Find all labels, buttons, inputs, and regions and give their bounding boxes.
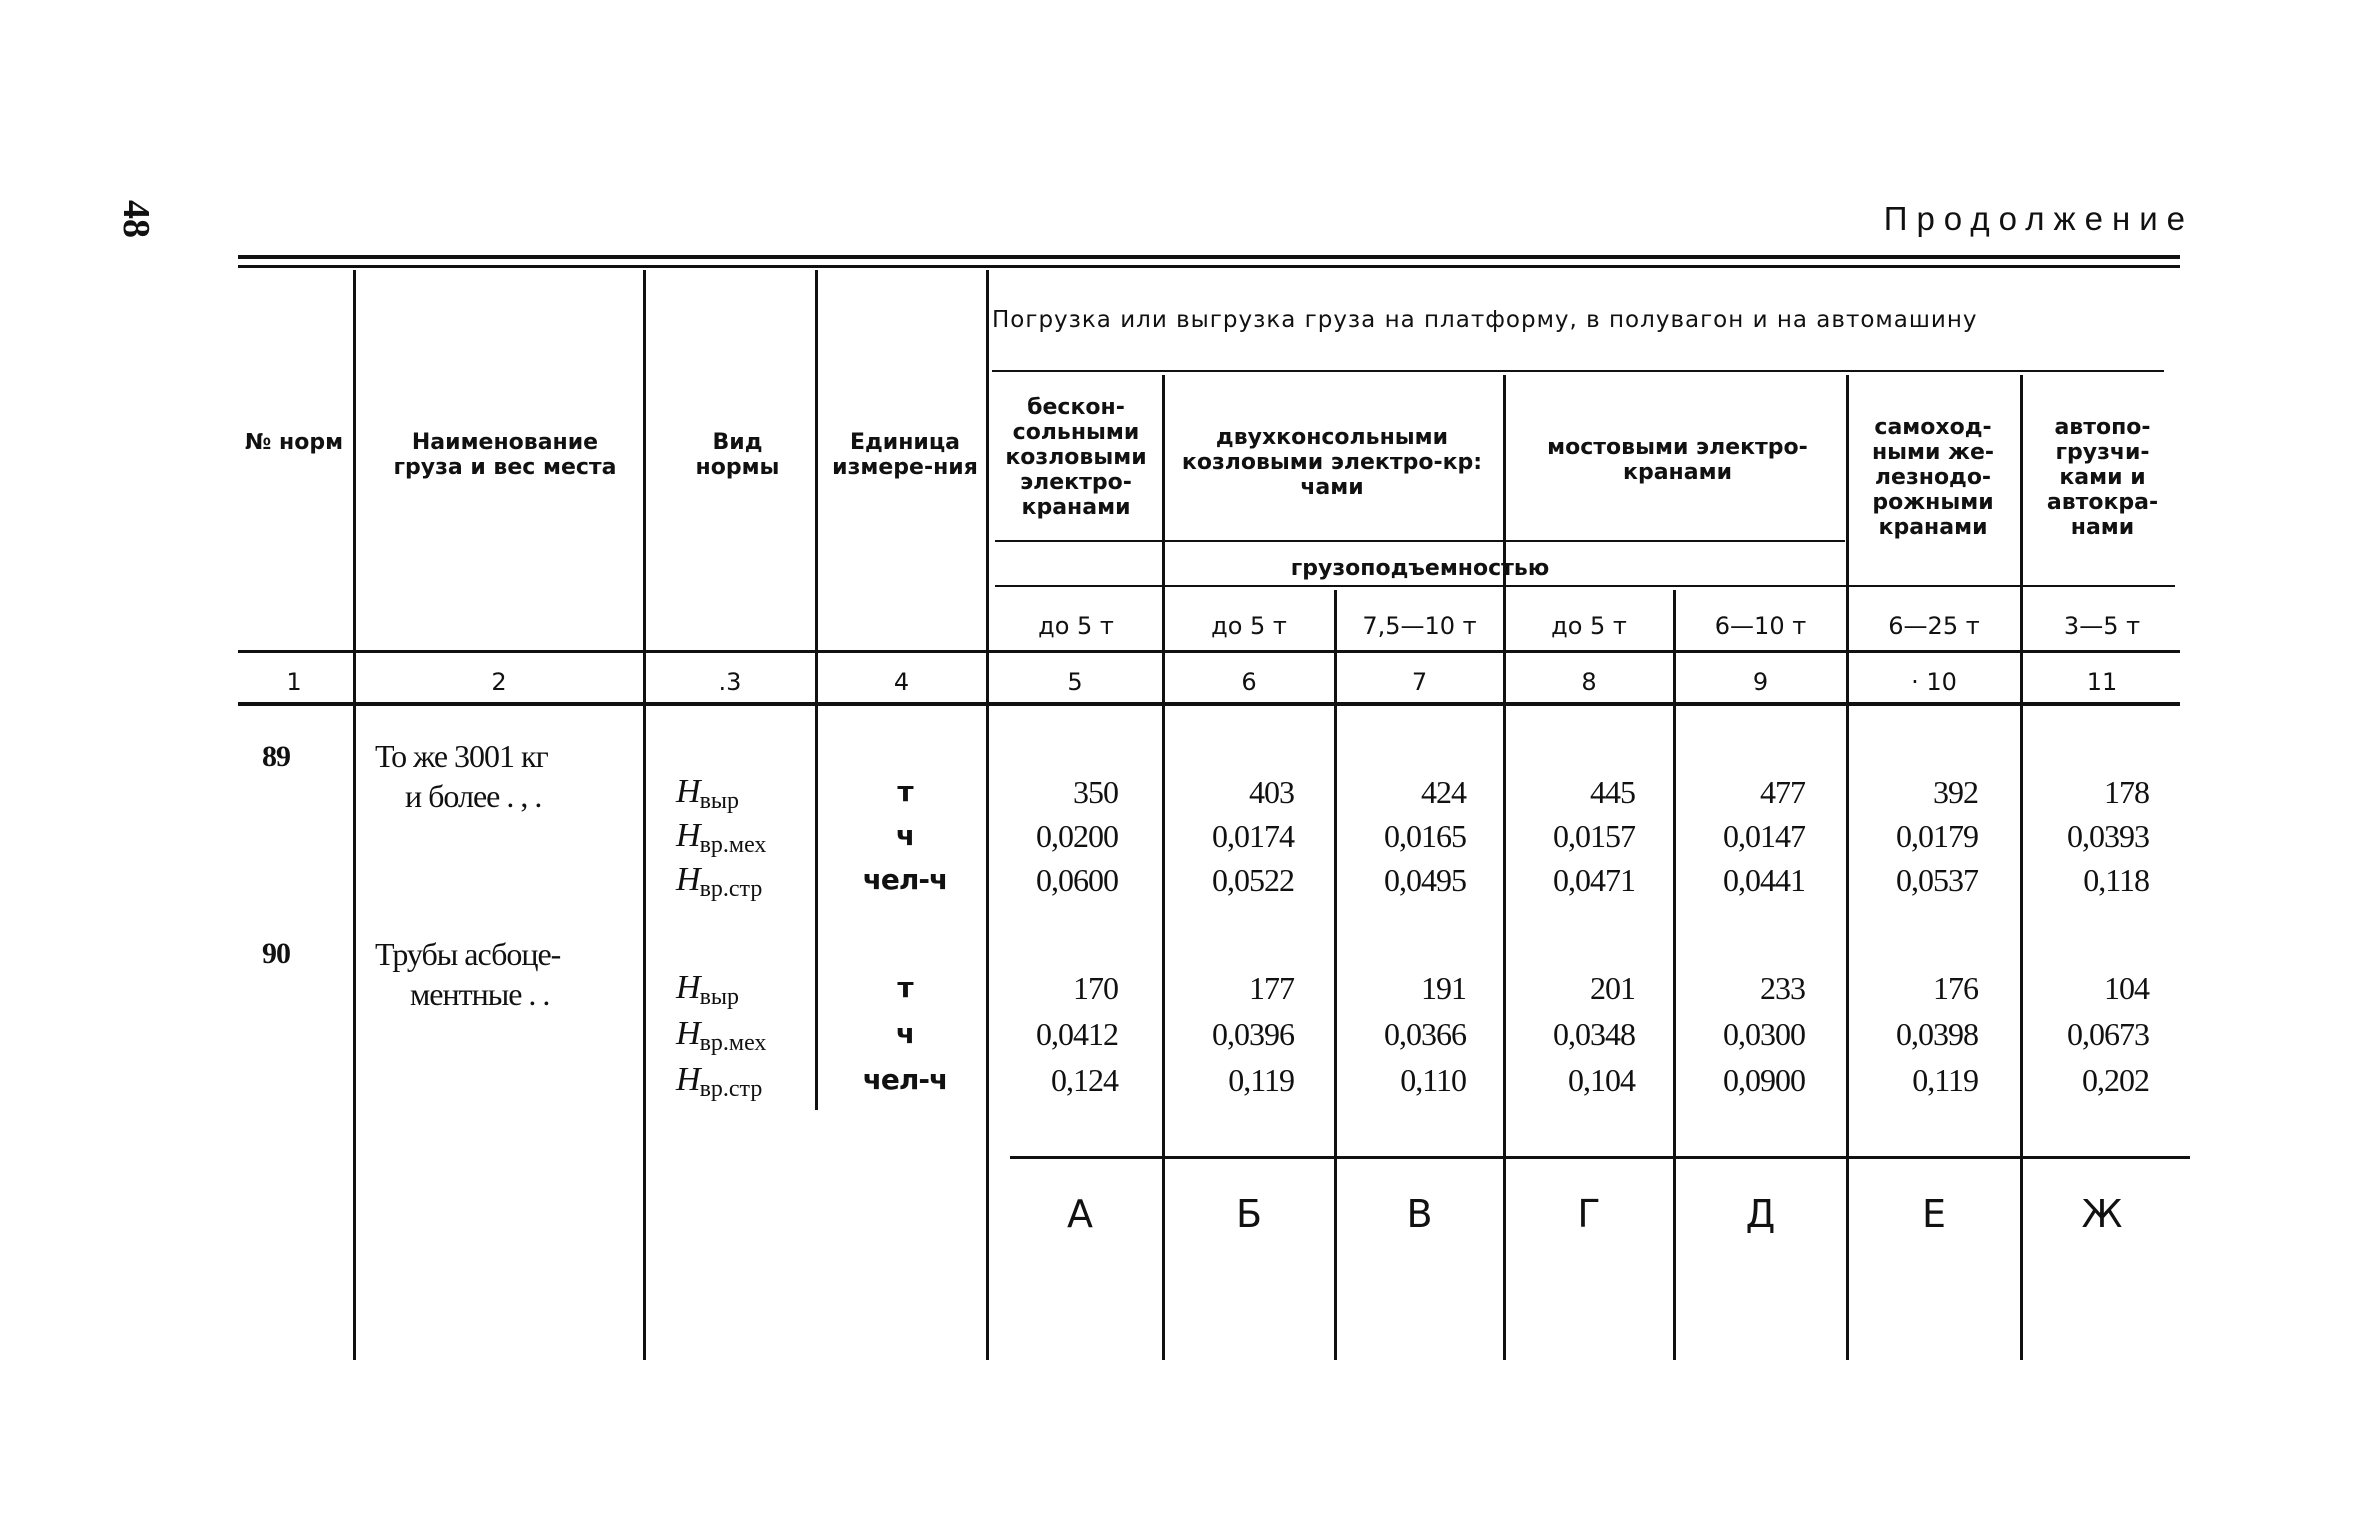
cargo-line: То же 3001 кг xyxy=(375,738,548,774)
value-cell: 177 xyxy=(1249,970,1294,1006)
norm-kind-sub: вр.стр xyxy=(699,876,763,902)
value-cell: 403 xyxy=(1249,774,1294,810)
norm-number-89: 89 xyxy=(262,740,290,773)
column-number-1: 1 xyxy=(286,668,302,696)
norm-kind-sub: вр.стр xyxy=(699,1076,763,1102)
value-cell: 0,0495 xyxy=(1384,862,1466,898)
value-cell: 0,0348 xyxy=(1553,1016,1635,1052)
capacity-range-7: 7,5—10 т xyxy=(1362,612,1477,640)
column-number-11: 11 xyxy=(2086,668,2118,696)
value-cell: 0,0441 xyxy=(1723,862,1805,898)
value-cell: 178 xyxy=(2104,774,2149,810)
header-crane-autoloader: автопо-грузчи-ками и автокра-нами xyxy=(2046,415,2159,540)
norm-kind-sub: вр.мех xyxy=(699,1030,767,1056)
unit-cell: т xyxy=(897,971,913,1004)
value-cell: 0,202 xyxy=(2082,1062,2149,1098)
column-number-7: 7 xyxy=(1411,668,1428,696)
header-crane-gantry-single: бескон-сольными козловыми электро-кранами xyxy=(1005,395,1147,520)
norm-number-90: 90 xyxy=(262,937,290,970)
header-crane-railway: самоход-ными же-лезнодо-рожными кранами xyxy=(1871,415,1995,540)
unit-cell: чел-ч xyxy=(862,863,948,896)
header-operation: Погрузка или выгрузка груза на платформу, в полувагон и на автомашину xyxy=(992,307,1978,333)
norm-kind-sub: выр xyxy=(699,788,740,814)
top-double-rule-b xyxy=(238,265,2180,268)
header-cargo-name: Наименование груза и вес места xyxy=(393,430,617,480)
value-cell: 0,0398 xyxy=(1896,1016,1978,1052)
value-cell: 392 xyxy=(1933,774,1978,810)
value-cell: 176 xyxy=(1933,970,1978,1006)
value-cell: 0,119 xyxy=(1228,1062,1294,1098)
value-cell: 0,0471 xyxy=(1553,862,1635,898)
unit-cell: т xyxy=(897,775,913,808)
header-unit: Единица измере-ния xyxy=(832,430,978,480)
norm-kind-symbol: Н xyxy=(676,1061,700,1098)
value-cell: 0,0165 xyxy=(1384,818,1466,854)
value-cell: 0,119 xyxy=(1912,1062,1978,1098)
value-cell: 201 xyxy=(1590,970,1635,1006)
column-number-5: 5 xyxy=(1067,668,1083,696)
unit-cell: ч xyxy=(895,1017,915,1050)
divider-col6 xyxy=(1334,590,1337,1360)
norm-kind-symbol: Н xyxy=(676,773,700,810)
value-cell: 104 xyxy=(2104,970,2149,1006)
continuation-label: Продолжение xyxy=(1883,200,2194,237)
top-double-rule-a xyxy=(238,255,2180,259)
cargo-line: ментные . . xyxy=(410,976,550,1012)
page-number: 48 xyxy=(115,200,157,238)
value-cell: 0,0900 xyxy=(1723,1062,1805,1098)
norm-kind-sub: вр.мех xyxy=(699,832,767,858)
column-letter: Е xyxy=(1921,1192,1946,1236)
divider-col7 xyxy=(1503,375,1506,1360)
value-cell: 0,0147 xyxy=(1723,818,1805,854)
value-cell: 170 xyxy=(1073,970,1118,1006)
value-cell: 0,0300 xyxy=(1723,1016,1805,1052)
norm-kind-symbol: Н xyxy=(676,969,700,1006)
letters-top-rule xyxy=(1010,1156,2190,1159)
value-cell: 477 xyxy=(1760,774,1805,810)
header-norm-number: № норм xyxy=(244,430,344,455)
value-cell: 445 xyxy=(1590,774,1635,810)
capacity-range-9: 6—10 т xyxy=(1714,612,1807,640)
value-cell: 0,0412 xyxy=(1036,1016,1118,1052)
value-cell: 0,110 xyxy=(1400,1062,1466,1098)
value-cell: 0,0366 xyxy=(1384,1016,1466,1052)
column-letter: В xyxy=(1406,1192,1433,1236)
capacity-range-8: до 5 т xyxy=(1551,612,1627,640)
column-letter: Г xyxy=(1577,1192,1601,1236)
divider-col1 xyxy=(353,270,356,1360)
value-cell: 0,118 xyxy=(2083,862,2149,898)
value-cell: 0,0396 xyxy=(1212,1016,1294,1052)
operation-header-rule xyxy=(992,370,2164,372)
value-cell: 0,104 xyxy=(1568,1062,1635,1098)
column-numbers-rule xyxy=(238,702,2180,706)
value-cell: 0,0157 xyxy=(1553,818,1635,854)
divider-col5 xyxy=(1162,375,1165,1360)
cargo-name-90 xyxy=(375,934,640,1014)
divider-col2 xyxy=(643,270,646,1360)
divider-col8 xyxy=(1673,590,1676,1360)
column-letter: А xyxy=(1067,1192,1093,1236)
unit-cell: чел-ч xyxy=(862,1063,948,1096)
header-crane-gantry-double: двухконсольными козловыми электро-кр: чами xyxy=(1181,425,1483,500)
divider-col9 xyxy=(1846,375,1849,1360)
norm-kind-symbol: Н xyxy=(676,1015,700,1052)
column-number-9: 9 xyxy=(1752,668,1769,696)
divider-col3 xyxy=(815,270,818,1110)
norm-kind xyxy=(676,858,762,911)
column-number-10: · 10 xyxy=(1911,668,1957,696)
divider-col10 xyxy=(2020,375,2023,1360)
capacity-range-5: до 5 т xyxy=(1038,612,1114,640)
header-capacity: грузоподъемностью xyxy=(1290,556,1550,581)
cargo-line: Трубы асбоце- xyxy=(375,936,561,972)
value-cell: 0,124 xyxy=(1051,1062,1118,1098)
column-letter: Ж xyxy=(2081,1192,2123,1236)
value-cell: 0,0600 xyxy=(1036,862,1118,898)
value-cell: 191 xyxy=(1421,970,1466,1006)
column-number-3: .3 xyxy=(718,668,742,696)
value-cell: 0,0200 xyxy=(1036,818,1118,854)
unit-cell: ч xyxy=(895,819,915,852)
value-cell: 0,0393 xyxy=(2067,818,2149,854)
cargo-name-89 xyxy=(375,736,640,816)
norm-kind-symbol: Н xyxy=(676,817,700,854)
header-crane-bridge: мостовыми электро-кранами xyxy=(1547,435,1808,485)
capacity-range-11: 3—5 т xyxy=(2063,612,2141,640)
column-number-4: 4 xyxy=(893,668,910,696)
capacity-bottom-rule xyxy=(995,585,2175,587)
value-cell: 0,0174 xyxy=(1212,818,1294,854)
column-number-2: 2 xyxy=(491,668,507,696)
value-cell: 233 xyxy=(1760,970,1805,1006)
column-letter: Д xyxy=(1745,1192,1776,1236)
value-cell: 350 xyxy=(1073,774,1118,810)
value-cell: 0,0522 xyxy=(1212,862,1294,898)
value-cell: 0,0179 xyxy=(1896,818,1978,854)
header-norm-kind: Вид нормы xyxy=(695,430,780,480)
column-number-8: 8 xyxy=(1581,668,1597,696)
value-cell: 0,0537 xyxy=(1896,862,1978,898)
norm-kind-symbol: Н xyxy=(676,861,700,898)
capacity-range-6: до 5 т xyxy=(1211,612,1287,640)
value-cell: 0,0673 xyxy=(2067,1016,2149,1052)
capacity-top-rule xyxy=(995,540,1845,542)
capacity-range-10: 6—25 т xyxy=(1888,612,1980,640)
value-cell: 424 xyxy=(1421,774,1466,810)
column-letter: Б xyxy=(1235,1192,1263,1236)
divider-col4 xyxy=(986,270,989,1360)
norm-kind xyxy=(676,1058,762,1111)
header-bottom-rule xyxy=(238,650,2180,653)
column-number-6: 6 xyxy=(1241,668,1257,696)
norm-kind-sub: выр xyxy=(699,984,740,1010)
cargo-line: и более . , . xyxy=(405,778,542,814)
